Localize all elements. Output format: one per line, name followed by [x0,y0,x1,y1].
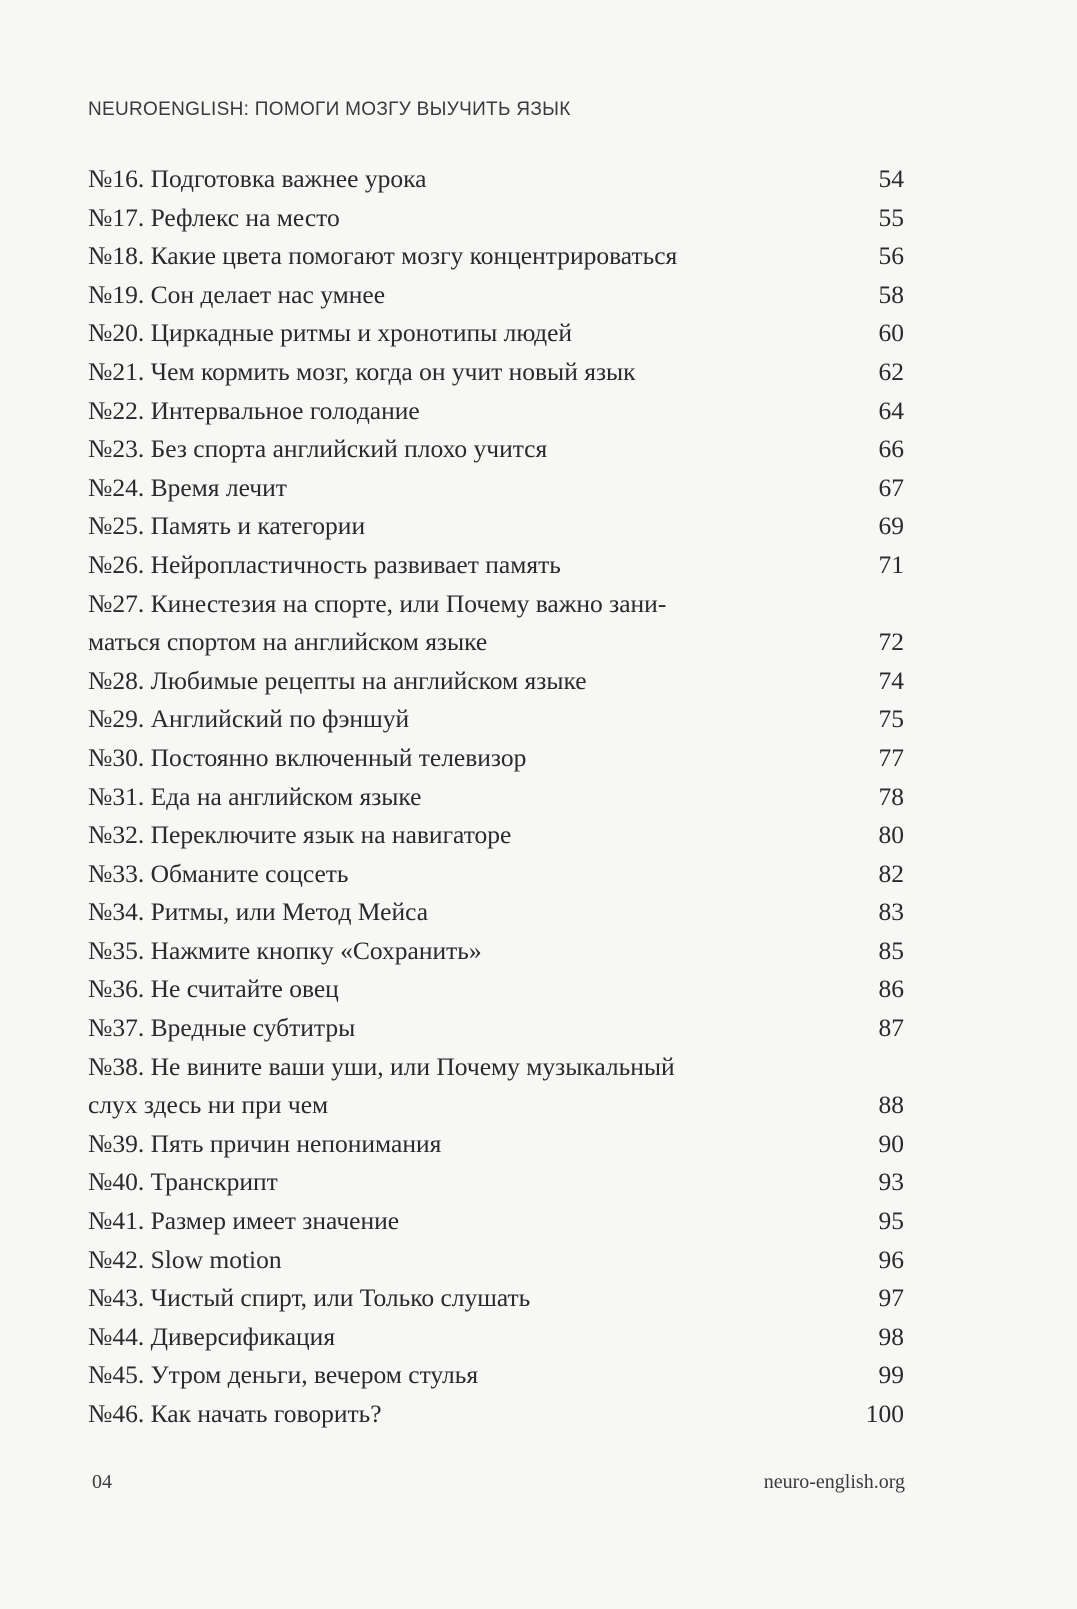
toc-entry-page: 78 [878,781,904,811]
toc-entry-page: 99 [878,1360,904,1390]
toc-entry [88,816,914,855]
toc-entry-page: 97 [878,1283,904,1313]
toc-entry-title: №16. Подготовка важнее урока [88,164,427,193]
toc-entry [88,739,914,778]
toc-entry-page: 71 [878,549,904,579]
toc-entry-title: №28. Любимые рецепты на английском языке [88,665,587,695]
toc-entry-page: 83 [878,897,904,927]
toc-entry-page: 62 [878,356,904,386]
toc-entry [88,1048,914,1125]
toc-entry-title: №43. Чистый спирт, или Только слушать [88,1283,531,1313]
toc-entry [88,276,914,315]
toc-entry [88,546,914,585]
toc-entry-page: 100 [865,1399,904,1428]
toc-entry [88,353,914,392]
toc-entry-page: 95 [878,1206,904,1236]
toc-entry-page: 85 [878,935,904,965]
toc-entry-page: 96 [878,1244,904,1274]
toc-entry [88,392,914,431]
toc-entry-title: слух здесь ни при чем [88,1090,329,1120]
toc-entry-page: 67 [878,472,904,502]
toc-entry-page: 87 [878,1013,904,1043]
toc-entry [88,585,914,662]
running-header: NEUROENGLISH: ПОМОГИ МОЗГУ ВЫУЧИТЬ ЯЗЫК [88,99,571,120]
toc-entry-page: 55 [878,202,904,232]
toc-entry-title: №45. Утром деньги, вечером стулья [88,1360,479,1390]
toc-entry-page: 82 [878,858,904,888]
toc-entry [88,700,914,739]
toc-entry [88,1125,914,1164]
toc-entry-title: №18. Какие цвета помогают мозгу концентрироваться [88,241,678,271]
toc-entry-page: 58 [878,279,904,309]
toc-entry-page: 69 [878,511,904,541]
toc-entry-title: №40. Транскрипт [88,1167,278,1197]
toc-entry-page: 54 [878,164,904,193]
toc-entry [88,1395,914,1434]
toc-entry-title: №17. Рефлекс на место [88,202,340,232]
toc-entry-title: №46. Как начать говорить? [88,1399,382,1428]
toc-entry [88,237,914,276]
table-of-contents [88,160,914,1434]
toc-entry [88,1279,914,1318]
toc-entry-title: №27. Кинестезия на спорте, или Почему важно зани- [88,588,667,618]
toc-entry [88,932,914,971]
toc-entry-title: №26. Нейропластичность развивает память [88,549,561,579]
toc-entry-title: №31. Еда на английском языке [88,781,422,811]
toc-entry-page: 66 [878,434,904,464]
toc-entry [88,1318,914,1357]
toc-entry [88,160,914,199]
toc-entry-title: №23. Без спорта английский плохо учится [88,434,548,464]
toc-entry-title: №44. Диверсификация [88,1321,336,1351]
toc-entry-title: №37. Вредные субтитры [88,1013,356,1043]
toc-entry [88,893,914,932]
page-number: 04 [92,1471,112,1493]
toc-entry [88,1163,914,1202]
toc-entry [88,970,914,1009]
toc-entry-page: 74 [878,665,904,695]
toc-entry-title: маться спортом на английском языке [88,627,488,657]
toc-entry-title: №24. Время лечит [88,472,287,502]
toc-entry-title: №25. Память и категории [88,511,366,541]
toc-entry-page: 56 [878,241,904,271]
toc-entry-page: 80 [878,820,904,850]
toc-entry-page: 93 [878,1167,904,1197]
toc-entry [88,1241,914,1280]
toc-entry-page: 72 [878,627,904,657]
toc-entry-title: №38. Не вините ваши уши, или Почему музыкальный [88,1051,675,1081]
toc-entry-title: №33. Обманите соцсеть [88,858,349,888]
toc-entry-page: 75 [878,704,904,734]
toc-entry-page: 60 [878,318,904,348]
toc-entry [88,314,914,353]
toc-entry-title: №36. Не считайте овец [88,974,339,1004]
toc-entry [88,199,914,238]
toc-entry-title: №19. Сон делает нас умнее [88,279,386,309]
toc-entry [88,778,914,817]
toc-entry [88,855,914,894]
toc-entry-page: 86 [878,974,904,1004]
toc-entry-title: №34. Ритмы, или Метод Мейса [88,897,429,927]
toc-entry-title: №39. Пять причин непонимания [88,1128,442,1158]
toc-entry-title: №41. Размер имеет значение [88,1206,400,1236]
toc-entry [88,430,914,469]
toc-entry-page: 98 [878,1321,904,1351]
toc-entry [88,662,914,701]
toc-entry [88,1009,914,1048]
toc-entry-page: 64 [878,395,904,425]
toc-entry-title: №29. Английский по фэншуй [88,704,410,734]
toc-entry [88,469,914,508]
toc-entry-title: №20. Циркадные ритмы и хронотипы людей [88,318,573,348]
toc-entry-title: №30. Постоянно включенный телевизор [88,742,527,772]
toc-entry-title: №35. Нажмите кнопку «Сохранить» [88,935,482,965]
toc-entry-title: №42. Slow motion [88,1244,282,1274]
toc-entry-title: №32. Переключите язык на навигаторе [88,820,512,850]
toc-entry-title: №21. Чем кормить мозг, когда он учит новый язык [88,356,636,386]
toc-entry [88,507,914,546]
toc-entry [88,1202,914,1241]
toc-entry [88,1356,914,1395]
toc-entry-title: №22. Интервальное голодание [88,395,420,425]
toc-entry-page: 90 [878,1128,904,1158]
toc-entry-page: 77 [878,742,904,772]
footer-site-url: neuro-english.org [763,1471,905,1493]
toc-entry-page: 88 [878,1090,904,1120]
